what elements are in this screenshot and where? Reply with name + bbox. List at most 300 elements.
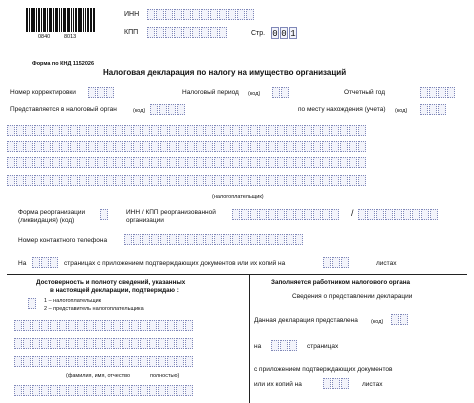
input-cell[interactable]: [331, 125, 339, 136]
input-cell[interactable]: [50, 338, 58, 349]
kpp-field[interactable]: [147, 27, 227, 38]
input-cell[interactable]: [313, 209, 321, 220]
input-cell[interactable]: [160, 141, 168, 152]
input-cell[interactable]: [295, 157, 303, 168]
input-cell[interactable]: [61, 175, 69, 186]
input-cell[interactable]: [187, 234, 195, 245]
input-cell[interactable]: [95, 320, 103, 331]
input-cell[interactable]: [104, 385, 112, 396]
input-cell[interactable]: [187, 157, 195, 168]
input-cell[interactable]: [323, 257, 331, 268]
input-cell[interactable]: [268, 157, 276, 168]
input-cell[interactable]: [131, 356, 139, 367]
input-cell[interactable]: [151, 234, 159, 245]
input-cell[interactable]: [86, 356, 94, 367]
input-cell[interactable]: [268, 125, 276, 136]
input-cell[interactable]: [259, 234, 267, 245]
input-cell[interactable]: [32, 320, 40, 331]
input-cell[interactable]: [277, 209, 285, 220]
presented-code-field[interactable]: [391, 314, 408, 325]
input-cell[interactable]: [160, 175, 168, 186]
sheets-count-field[interactable]: [323, 257, 349, 268]
input-cell[interactable]: [286, 157, 294, 168]
input-cell[interactable]: [159, 104, 167, 115]
input-cell[interactable]: [115, 141, 123, 152]
input-cell[interactable]: [16, 157, 24, 168]
input-cell[interactable]: [50, 385, 58, 396]
input-cell[interactable]: [286, 141, 294, 152]
input-cell[interactable]: [178, 141, 186, 152]
input-cell[interactable]: [77, 385, 85, 396]
input-cell[interactable]: [34, 125, 42, 136]
input-cell[interactable]: [158, 385, 166, 396]
input-cell[interactable]: [52, 125, 60, 136]
input-cell[interactable]: [77, 320, 85, 331]
input-cell[interactable]: [241, 157, 249, 168]
input-cell[interactable]: [169, 157, 177, 168]
input-cell[interactable]: [50, 320, 58, 331]
input-cell[interactable]: [313, 175, 321, 186]
input-cell[interactable]: [70, 175, 78, 186]
input-cell[interactable]: [95, 338, 103, 349]
input-cell[interactable]: [313, 157, 321, 168]
input-cell[interactable]: [341, 257, 349, 268]
input-cell[interactable]: [79, 141, 87, 152]
input-cell[interactable]: [322, 141, 330, 152]
input-cell[interactable]: [340, 157, 348, 168]
input-cell[interactable]: [61, 157, 69, 168]
signer-name-row[interactable]: [14, 338, 193, 349]
input-cell[interactable]: [349, 141, 357, 152]
input-cell[interactable]: [340, 141, 348, 152]
period-field[interactable]: [272, 87, 289, 98]
input-cell[interactable]: [158, 320, 166, 331]
input-cell[interactable]: [140, 338, 148, 349]
input-cell[interactable]: [250, 209, 258, 220]
input-cell[interactable]: [77, 356, 85, 367]
input-cell[interactable]: [106, 157, 114, 168]
input-cell[interactable]: [150, 104, 158, 115]
input-cell[interactable]: [165, 27, 173, 38]
input-cell[interactable]: [133, 175, 141, 186]
input-cell[interactable]: [151, 125, 159, 136]
input-cell[interactable]: [304, 175, 312, 186]
input-cell[interactable]: [183, 27, 191, 38]
input-cell[interactable]: [187, 175, 195, 186]
input-cell[interactable]: [169, 141, 177, 152]
input-cell[interactable]: [420, 87, 428, 98]
input-cell[interactable]: [124, 234, 132, 245]
input-cell[interactable]: [113, 338, 121, 349]
input-cell[interactable]: [147, 9, 155, 20]
input-cell[interactable]: [205, 234, 213, 245]
input-cell[interactable]: [214, 157, 222, 168]
input-cell[interactable]: [277, 234, 285, 245]
input-cell[interactable]: [151, 157, 159, 168]
signer-name-row[interactable]: [14, 320, 193, 331]
input-cell[interactable]: [131, 385, 139, 396]
input-cell[interactable]: [106, 141, 114, 152]
input-cell[interactable]: [174, 9, 182, 20]
input-cell[interactable]: [142, 141, 150, 152]
input-cell[interactable]: [14, 320, 22, 331]
input-cell[interactable]: [32, 338, 40, 349]
input-cell[interactable]: [205, 141, 213, 152]
input-cell[interactable]: [237, 9, 245, 20]
input-cell[interactable]: [304, 125, 312, 136]
input-cell[interactable]: [25, 175, 33, 186]
input-cell[interactable]: [192, 9, 200, 20]
input-cell[interactable]: [7, 125, 15, 136]
year-field[interactable]: [420, 87, 455, 98]
input-cell[interactable]: [25, 141, 33, 152]
input-cell[interactable]: [176, 385, 184, 396]
input-cell[interactable]: [185, 356, 193, 367]
input-cell[interactable]: [122, 338, 130, 349]
input-cell[interactable]: [61, 125, 69, 136]
input-cell[interactable]: [358, 175, 366, 186]
input-cell[interactable]: [185, 385, 193, 396]
input-cell[interactable]: [295, 175, 303, 186]
input-cell[interactable]: [277, 125, 285, 136]
input-cell[interactable]: [52, 141, 60, 152]
input-cell[interactable]: [286, 175, 294, 186]
input-cell[interactable]: [196, 175, 204, 186]
input-cell[interactable]: [214, 125, 222, 136]
input-cell[interactable]: [228, 9, 236, 20]
input-cell[interactable]: [250, 125, 258, 136]
input-cell[interactable]: [210, 9, 218, 20]
input-cell[interactable]: [223, 175, 231, 186]
inn-field[interactable]: [147, 9, 254, 20]
input-cell[interactable]: [196, 234, 204, 245]
input-cell[interactable]: [97, 125, 105, 136]
input-cell[interactable]: [68, 320, 76, 331]
reorg-form-field[interactable]: [100, 209, 108, 220]
input-cell[interactable]: [34, 175, 42, 186]
input-cell[interactable]: [68, 356, 76, 367]
input-cell[interactable]: [115, 125, 123, 136]
input-cell[interactable]: [271, 340, 279, 351]
input-cell[interactable]: [59, 338, 67, 349]
input-cell[interactable]: [124, 175, 132, 186]
input-cell[interactable]: [23, 338, 31, 349]
input-cell[interactable]: [304, 209, 312, 220]
input-cell[interactable]: [420, 104, 428, 115]
input-cell[interactable]: [277, 141, 285, 152]
input-cell[interactable]: [122, 356, 130, 367]
input-cell[interactable]: [16, 141, 24, 152]
input-cell[interactable]: [23, 356, 31, 367]
input-cell[interactable]: [178, 175, 186, 186]
input-cell[interactable]: [187, 125, 195, 136]
input-cell[interactable]: [167, 356, 175, 367]
input-cell[interactable]: [332, 378, 340, 389]
input-cell[interactable]: [167, 385, 175, 396]
input-cell[interactable]: [268, 141, 276, 152]
input-cell[interactable]: [250, 234, 258, 245]
input-cell[interactable]: [122, 320, 130, 331]
officer-sheets-field[interactable]: [323, 378, 349, 389]
input-cell[interactable]: [104, 338, 112, 349]
input-cell[interactable]: [349, 125, 357, 136]
input-cell[interactable]: [50, 257, 58, 268]
signer-type-field[interactable]: [28, 298, 36, 309]
input-cell[interactable]: [403, 209, 411, 220]
input-cell[interactable]: [149, 338, 157, 349]
input-cell[interactable]: [41, 385, 49, 396]
input-cell[interactable]: [88, 157, 96, 168]
input-cell[interactable]: [140, 385, 148, 396]
input-cell[interactable]: [41, 257, 49, 268]
input-cell[interactable]: [79, 175, 87, 186]
input-cell[interactable]: [61, 141, 69, 152]
input-cell[interactable]: [165, 9, 173, 20]
input-cell[interactable]: [340, 175, 348, 186]
input-cell[interactable]: [95, 356, 103, 367]
input-cell[interactable]: [241, 209, 249, 220]
input-cell[interactable]: [391, 314, 399, 325]
input-cell[interactable]: [313, 125, 321, 136]
input-cell[interactable]: [223, 234, 231, 245]
input-cell[interactable]: [295, 141, 303, 152]
input-cell[interactable]: [43, 175, 51, 186]
input-cell[interactable]: [268, 175, 276, 186]
input-cell[interactable]: [429, 87, 437, 98]
input-cell[interactable]: [322, 175, 330, 186]
input-cell[interactable]: [158, 356, 166, 367]
input-cell[interactable]: [429, 104, 437, 115]
input-cell[interactable]: [97, 157, 105, 168]
input-cell[interactable]: [259, 175, 267, 186]
input-cell[interactable]: [286, 209, 294, 220]
location-field[interactable]: [420, 104, 446, 115]
input-cell[interactable]: [169, 175, 177, 186]
officer-pages-field[interactable]: [271, 340, 297, 351]
input-cell[interactable]: [86, 385, 94, 396]
input-cell[interactable]: [122, 385, 130, 396]
input-cell[interactable]: [104, 320, 112, 331]
input-cell[interactable]: [214, 141, 222, 152]
input-cell[interactable]: [88, 87, 96, 98]
input-cell[interactable]: [131, 320, 139, 331]
input-cell[interactable]: [14, 338, 22, 349]
input-cell[interactable]: [16, 125, 24, 136]
input-cell[interactable]: [176, 338, 184, 349]
input-cell[interactable]: [272, 87, 280, 98]
input-cell[interactable]: [322, 209, 330, 220]
input-cell[interactable]: [196, 125, 204, 136]
input-cell[interactable]: [219, 9, 227, 20]
input-cell[interactable]: [70, 125, 78, 136]
input-cell[interactable]: [295, 125, 303, 136]
input-cell[interactable]: [176, 320, 184, 331]
input-cell[interactable]: [169, 234, 177, 245]
input-cell[interactable]: [367, 209, 375, 220]
input-cell[interactable]: [43, 125, 51, 136]
input-cell[interactable]: [158, 338, 166, 349]
input-cell[interactable]: [376, 209, 384, 220]
taxpayer-name-row[interactable]: [7, 157, 467, 168]
input-cell[interactable]: [178, 125, 186, 136]
input-cell[interactable]: [178, 234, 186, 245]
input-cell[interactable]: [185, 338, 193, 349]
input-cell[interactable]: [68, 385, 76, 396]
correction-field[interactable]: [88, 87, 114, 98]
input-cell[interactable]: [412, 209, 420, 220]
input-cell[interactable]: [259, 125, 267, 136]
input-cell[interactable]: [223, 141, 231, 152]
input-cell[interactable]: [160, 157, 168, 168]
taxpayer-name-row[interactable]: [7, 141, 467, 152]
input-cell[interactable]: [131, 338, 139, 349]
input-cell[interactable]: [447, 87, 455, 98]
input-cell[interactable]: [304, 157, 312, 168]
input-cell[interactable]: [86, 320, 94, 331]
input-cell[interactable]: [59, 385, 67, 396]
taxpayer-name-row[interactable]: [7, 125, 467, 136]
input-cell[interactable]: [104, 356, 112, 367]
input-cell[interactable]: [151, 175, 159, 186]
input-cell[interactable]: [86, 338, 94, 349]
input-cell[interactable]: [205, 157, 213, 168]
signer-extra-field[interactable]: [14, 385, 193, 396]
tax-organ-field[interactable]: [150, 104, 185, 115]
input-cell[interactable]: [358, 125, 366, 136]
input-cell[interactable]: [34, 157, 42, 168]
input-cell[interactable]: [289, 340, 297, 351]
input-cell[interactable]: [250, 157, 258, 168]
input-cell[interactable]: [124, 157, 132, 168]
input-cell[interactable]: [97, 175, 105, 186]
input-cell[interactable]: [241, 175, 249, 186]
input-cell[interactable]: [156, 27, 164, 38]
input-cell[interactable]: [385, 209, 393, 220]
input-cell[interactable]: [323, 378, 331, 389]
input-cell[interactable]: [259, 157, 267, 168]
input-cell[interactable]: [232, 157, 240, 168]
input-cell[interactable]: [358, 157, 366, 168]
input-cell[interactable]: [23, 320, 31, 331]
input-cell[interactable]: [88, 125, 96, 136]
input-cell[interactable]: [14, 356, 22, 367]
input-cell[interactable]: [349, 157, 357, 168]
input-cell[interactable]: [41, 356, 49, 367]
input-cell[interactable]: [358, 209, 366, 220]
input-cell[interactable]: [331, 141, 339, 152]
input-cell[interactable]: [232, 141, 240, 152]
input-cell[interactable]: [192, 27, 200, 38]
input-cell[interactable]: [32, 257, 40, 268]
input-cell[interactable]: [25, 157, 33, 168]
input-cell[interactable]: [358, 141, 366, 152]
input-cell[interactable]: [167, 338, 175, 349]
input-cell[interactable]: [77, 338, 85, 349]
input-cell[interactable]: [140, 356, 148, 367]
input-cell[interactable]: [232, 209, 240, 220]
input-cell[interactable]: [142, 234, 150, 245]
page-number-field[interactable]: [271, 27, 297, 39]
input-cell[interactable]: [322, 157, 330, 168]
input-cell[interactable]: [149, 320, 157, 331]
input-cell[interactable]: [97, 141, 105, 152]
input-cell[interactable]: [286, 125, 294, 136]
input-cell[interactable]: [106, 125, 114, 136]
input-cell[interactable]: [70, 157, 78, 168]
input-cell[interactable]: [28, 298, 36, 309]
input-cell[interactable]: [113, 356, 121, 367]
input-cell[interactable]: [142, 175, 150, 186]
input-cell[interactable]: [106, 87, 114, 98]
input-cell[interactable]: [185, 320, 193, 331]
input-cell[interactable]: [133, 234, 141, 245]
input-cell[interactable]: [223, 157, 231, 168]
input-cell[interactable]: [177, 104, 185, 115]
input-cell[interactable]: [304, 141, 312, 152]
input-cell[interactable]: [438, 87, 446, 98]
input-cell[interactable]: [187, 141, 195, 152]
input-cell[interactable]: [349, 175, 357, 186]
input-cell[interactable]: [7, 175, 15, 186]
input-cell[interactable]: [68, 338, 76, 349]
input-cell[interactable]: [259, 209, 267, 220]
input-cell[interactable]: [41, 338, 49, 349]
input-cell[interactable]: [79, 125, 87, 136]
input-cell[interactable]: [142, 125, 150, 136]
input-cell[interactable]: [332, 257, 340, 268]
reorg-inn-field[interactable]: [232, 209, 339, 220]
input-cell[interactable]: [124, 125, 132, 136]
input-cell[interactable]: [156, 9, 164, 20]
input-cell[interactable]: [32, 385, 40, 396]
input-cell[interactable]: [340, 125, 348, 136]
input-cell[interactable]: [286, 234, 294, 245]
input-cell[interactable]: [174, 27, 182, 38]
input-cell[interactable]: [232, 125, 240, 136]
input-cell[interactable]: [88, 141, 96, 152]
input-cell[interactable]: [341, 378, 349, 389]
input-cell[interactable]: [124, 141, 132, 152]
input-cell[interactable]: [168, 104, 176, 115]
input-cell[interactable]: [196, 157, 204, 168]
input-cell[interactable]: [88, 175, 96, 186]
input-cell[interactable]: [331, 157, 339, 168]
input-cell[interactable]: [113, 320, 121, 331]
input-cell[interactable]: [23, 385, 31, 396]
input-cell[interactable]: [430, 209, 438, 220]
input-cell[interactable]: [280, 340, 288, 351]
input-cell[interactable]: [115, 175, 123, 186]
input-cell[interactable]: [241, 125, 249, 136]
input-cell[interactable]: [133, 157, 141, 168]
input-cell[interactable]: [201, 9, 209, 20]
input-cell[interactable]: [223, 125, 231, 136]
input-cell[interactable]: [201, 27, 209, 38]
input-cell[interactable]: [277, 175, 285, 186]
input-cell[interactable]: [259, 141, 267, 152]
input-cell[interactable]: [43, 157, 51, 168]
input-cell[interactable]: [34, 141, 42, 152]
input-cell[interactable]: [70, 141, 78, 152]
input-cell[interactable]: [205, 175, 213, 186]
input-cell[interactable]: [59, 320, 67, 331]
input-cell[interactable]: [421, 209, 429, 220]
input-cell[interactable]: [331, 175, 339, 186]
input-cell[interactable]: [268, 234, 276, 245]
input-cell[interactable]: [169, 125, 177, 136]
input-cell[interactable]: [313, 141, 321, 152]
input-cell[interactable]: [281, 87, 289, 98]
